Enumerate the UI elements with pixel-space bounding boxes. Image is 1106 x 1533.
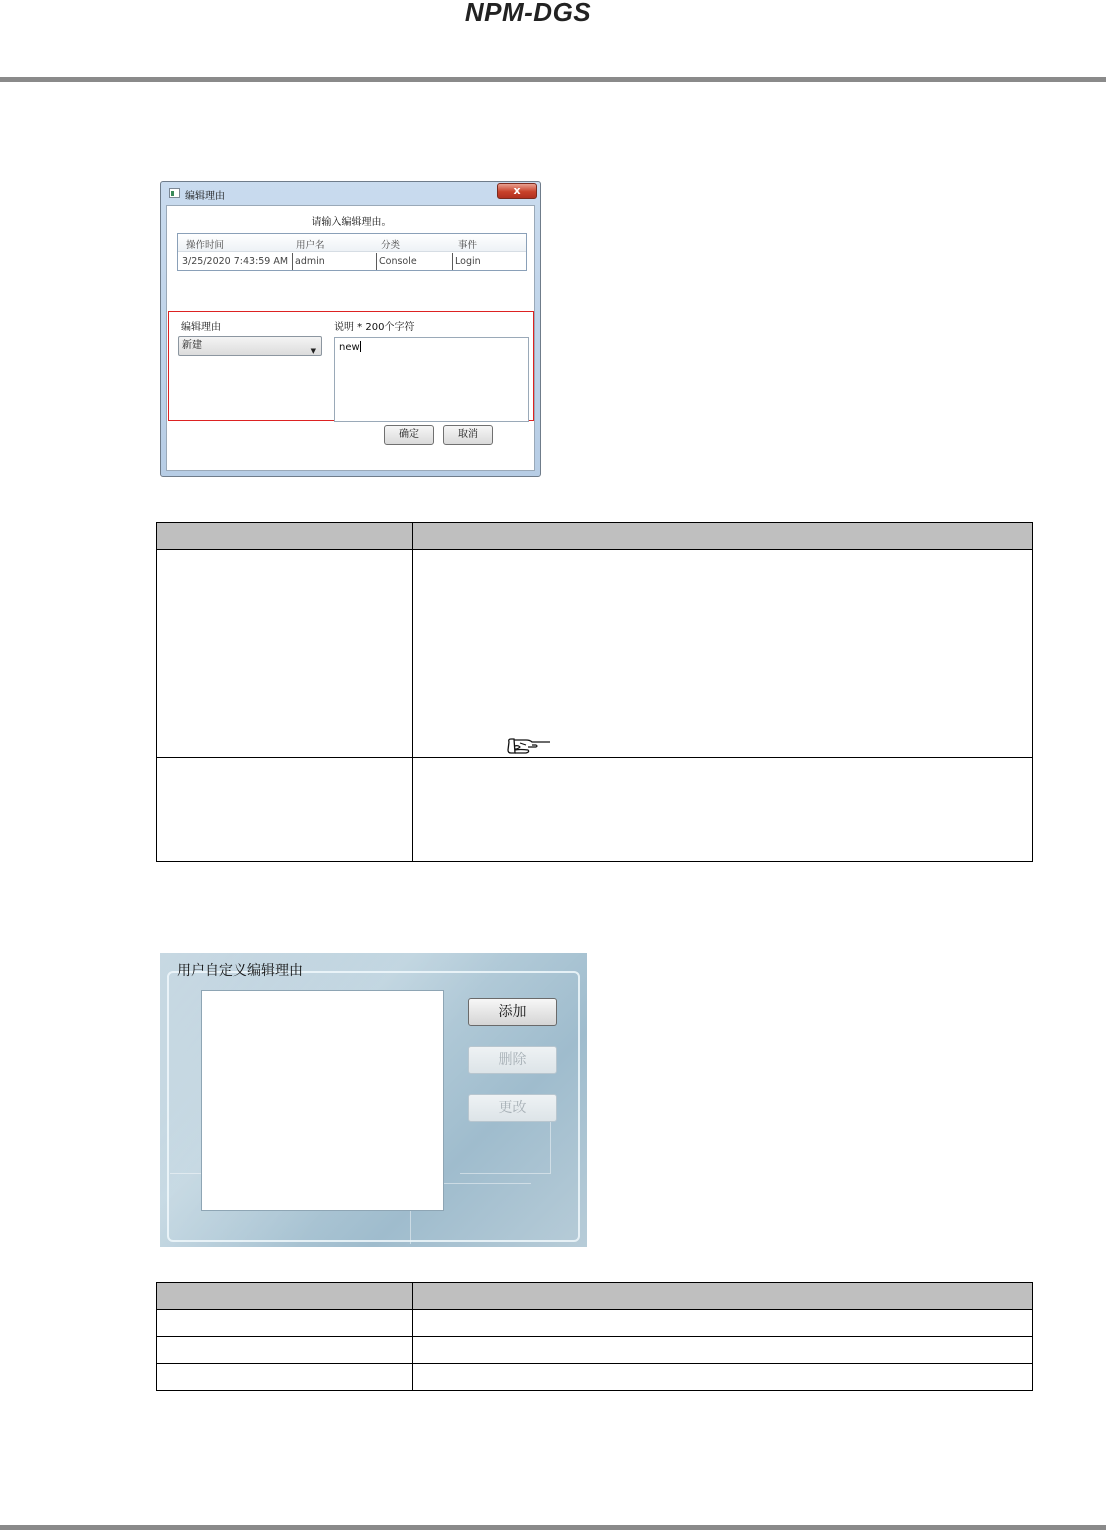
- ok-button[interactable]: 确定: [384, 425, 434, 445]
- table-header-cell: [157, 1283, 413, 1310]
- text-caret: [360, 341, 361, 352]
- close-icon: x: [513, 184, 521, 197]
- grid-header-user[interactable]: 用户名: [296, 240, 325, 251]
- table-cell: [413, 1310, 1033, 1337]
- header-rule: [0, 77, 1106, 82]
- table-header-cell: [413, 1283, 1033, 1310]
- custom-reasons-panel: [160, 953, 587, 1247]
- custom-reason-list[interactable]: [201, 990, 444, 1211]
- dialog-prompt: 请输入编辑理由。: [311, 217, 392, 228]
- table-row: [157, 758, 1033, 862]
- table-cell: [157, 1310, 413, 1337]
- table-cell: [157, 758, 413, 862]
- description-label: 说明 * 200个字符: [334, 322, 415, 333]
- chevron-down-icon[interactable]: ▼: [310, 347, 316, 355]
- grid-divider: [452, 253, 453, 270]
- grid-header: [178, 234, 526, 252]
- table-cell: [157, 1337, 413, 1364]
- reason-combobox[interactable]: [178, 336, 322, 356]
- grid-header-event[interactable]: 事件: [458, 240, 478, 251]
- table-row: [157, 1337, 1033, 1364]
- table-header-row: [157, 523, 1033, 550]
- pointing-hand-icon: [506, 736, 552, 756]
- grid-header-category[interactable]: 分类: [381, 240, 401, 251]
- cancel-button[interactable]: 取消: [443, 425, 493, 445]
- table-header-row: [157, 1283, 1033, 1310]
- close-button[interactable]: [497, 183, 537, 199]
- table-row: [157, 1364, 1033, 1391]
- grid-divider: [376, 253, 377, 270]
- settings-table-1: [156, 522, 1033, 862]
- table-header-cell: [157, 523, 413, 550]
- grid-cell-time: 3/25/2020 7:43:59 AM: [182, 256, 289, 267]
- table-header-cell: [413, 523, 1033, 550]
- table-cell: [413, 758, 1033, 862]
- operation-grid: [177, 233, 527, 271]
- description-textarea[interactable]: [334, 337, 529, 422]
- table-cell: [413, 550, 1033, 758]
- footer-rule: [0, 1525, 1106, 1530]
- group-legend: 用户自定义编辑理由: [177, 963, 303, 979]
- window-icon: [169, 188, 180, 198]
- document-title: NPM-DGS: [464, 0, 592, 27]
- grid-cell-user: admin: [295, 256, 325, 267]
- grid-row[interactable]: [178, 253, 526, 270]
- dialog-title: 编辑理由: [185, 191, 225, 202]
- reason-label: 编辑理由: [181, 322, 221, 333]
- table-row: [157, 550, 1033, 758]
- table-row: [157, 1310, 1033, 1337]
- settings-table-2: [156, 1282, 1033, 1391]
- grid-divider: [292, 253, 293, 270]
- table-cell: [413, 1337, 1033, 1364]
- grid-header-time[interactable]: 操作时间: [186, 240, 225, 251]
- description-value: new: [339, 342, 360, 353]
- reason-value: 新建: [182, 340, 202, 351]
- add-button[interactable]: 添加: [468, 998, 557, 1026]
- table-cell: [413, 1364, 1033, 1391]
- highlight-box: [168, 311, 534, 421]
- delete-button[interactable]: 删除: [468, 1046, 557, 1074]
- edit-reason-dialog: [160, 181, 541, 477]
- modify-button[interactable]: 更改: [468, 1094, 557, 1122]
- dialog-body: [166, 205, 535, 471]
- table-cell: [157, 1364, 413, 1391]
- table-cell: [157, 550, 413, 758]
- grid-cell-category: Console: [379, 256, 417, 267]
- grid-cell-event: Login: [455, 256, 481, 267]
